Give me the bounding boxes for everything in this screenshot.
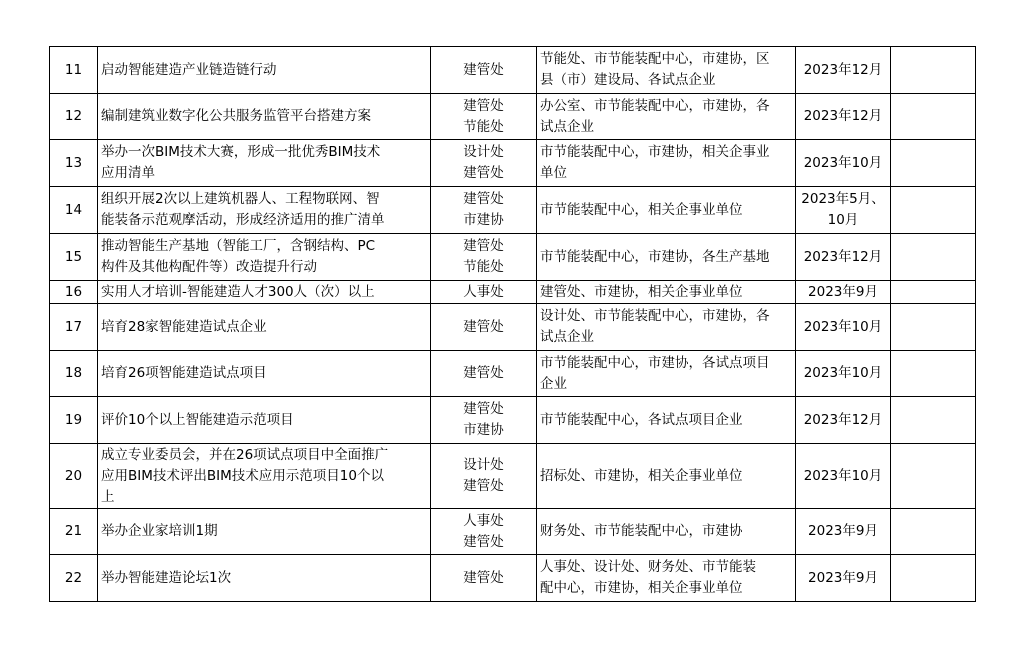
cooperating-units-cell bbox=[537, 94, 796, 140]
task-cell-line: 评价10个以上智能建造示范项目 bbox=[101, 411, 294, 428]
cooperating-units-cell bbox=[537, 140, 796, 187]
lead-dept-cell bbox=[431, 444, 537, 509]
lead-dept-cell bbox=[431, 351, 537, 397]
cooperating-units-cell bbox=[537, 234, 796, 281]
task-cell-line: 启动智能建造产业链造链行动 bbox=[101, 61, 277, 78]
cooperating-units-cell-line: 人事处、设计处、财务处、市节能装 bbox=[540, 559, 756, 575]
lead-dept-cell-line: 市建协 bbox=[463, 422, 504, 438]
table-row bbox=[50, 187, 976, 234]
cooperating-units-cell bbox=[537, 397, 796, 444]
table-row bbox=[50, 47, 976, 94]
remarks-cell bbox=[891, 304, 976, 351]
remarks-cell bbox=[891, 281, 976, 304]
task-cell-line: 成立专业委员会，并在26项试点项目中全面推广 bbox=[101, 446, 389, 463]
task-cell bbox=[98, 509, 431, 555]
lead-dept-cell bbox=[431, 397, 537, 444]
remarks-cell bbox=[891, 555, 976, 602]
deadline-cell-line: 2023年12月 bbox=[803, 61, 883, 78]
row-number: 19 bbox=[50, 397, 98, 444]
deadline-cell bbox=[796, 281, 891, 304]
remarks-cell bbox=[891, 94, 976, 140]
cooperating-units-cell-line: 招标处、市建协，相关企事业单位 bbox=[540, 467, 743, 484]
task-cell-line: 应用清单 bbox=[101, 165, 155, 181]
table-row bbox=[50, 94, 976, 140]
deadline-cell-line: 2023年10月 bbox=[803, 365, 883, 381]
table-row bbox=[50, 304, 976, 351]
table-row bbox=[50, 444, 976, 509]
deadline-cell-line: 2023年10月 bbox=[803, 467, 883, 484]
lead-dept-cell-line: 建管处 bbox=[463, 191, 504, 207]
task-cell bbox=[98, 94, 431, 140]
task-cell-line: 能装备示范观摩活动，形成经济适用的推广清单 bbox=[101, 212, 385, 228]
cooperating-units-cell-line: 节能处、市节能装配中心，市建协，区 bbox=[540, 51, 770, 67]
row-number: 20 bbox=[50, 444, 98, 509]
deadline-cell-line: 2023年9月 bbox=[808, 523, 878, 539]
task-cell-line: 应用BIM技术评出BIM技术应用示范项目10个以 bbox=[101, 467, 384, 484]
cooperating-units-cell bbox=[537, 187, 796, 234]
row-number: 14 bbox=[50, 187, 98, 234]
deadline-cell bbox=[796, 397, 891, 444]
table-row bbox=[50, 397, 976, 444]
task-cell-line: 培育28家智能建造试点企业 bbox=[101, 318, 267, 335]
cooperating-units-cell-line: 试点企业 bbox=[540, 329, 594, 345]
lead-dept-cell bbox=[431, 555, 537, 602]
task-cell-line: 构件及其他构配件等）改造提升行动 bbox=[101, 259, 317, 275]
task-table-body bbox=[50, 47, 976, 602]
cooperating-units-cell-line: 市节能装配中心，市建协，相关企事业 bbox=[540, 144, 770, 160]
cooperating-units-cell bbox=[537, 47, 796, 94]
cooperating-units-cell bbox=[537, 555, 796, 602]
remarks-cell bbox=[891, 47, 976, 94]
deadline-cell bbox=[796, 509, 891, 555]
task-cell-line: 编制建筑业数字化公共服务监管平台搭建方案 bbox=[101, 108, 371, 124]
cooperating-units-cell-line: 财务处、市节能装配中心，市建协 bbox=[540, 523, 743, 539]
task-cell-line: 组织开展2次以上建筑机器人、工程物联网、智 bbox=[101, 191, 380, 207]
task-cell-line: 培育26项智能建造试点项目 bbox=[101, 365, 267, 381]
cooperating-units-cell-line: 市节能装配中心，相关企事业单位 bbox=[540, 201, 743, 218]
cooperating-units-cell-line: 市节能装配中心，各试点项目企业 bbox=[540, 411, 743, 428]
task-cell-line: 举办智能建造论坛1次 bbox=[101, 569, 232, 586]
task-cell bbox=[98, 397, 431, 444]
table-row bbox=[50, 140, 976, 187]
deadline-cell-line: 2023年5月、 bbox=[801, 191, 885, 207]
deadline-cell bbox=[796, 187, 891, 234]
cooperating-units-cell-line: 配中心，市建协，相关企事业单位 bbox=[540, 580, 743, 596]
deadline-cell bbox=[796, 304, 891, 351]
lead-dept-cell-line: 建管处 bbox=[463, 478, 504, 494]
task-table bbox=[49, 46, 976, 602]
deadline-cell-line: 2023年9月 bbox=[808, 569, 878, 586]
task-cell bbox=[98, 187, 431, 234]
lead-dept-cell-line: 人事处 bbox=[463, 283, 504, 300]
lead-dept-cell bbox=[431, 47, 537, 94]
task-cell-line: 推动智能生产基地（智能工厂，含钢结构、PC bbox=[101, 238, 376, 254]
remarks-cell bbox=[891, 234, 976, 281]
cooperating-units-cell bbox=[537, 304, 796, 351]
lead-dept-cell bbox=[431, 187, 537, 234]
lead-dept-cell-line: 建管处 bbox=[463, 238, 504, 254]
task-cell bbox=[98, 140, 431, 187]
deadline-cell-line: 2023年9月 bbox=[808, 283, 878, 300]
task-cell-line: 举办企业家培训1期 bbox=[101, 523, 218, 539]
table-row bbox=[50, 234, 976, 281]
row-number: 17 bbox=[50, 304, 98, 351]
row-number: 11 bbox=[50, 47, 98, 94]
remarks-cell bbox=[891, 351, 976, 397]
lead-dept-cell bbox=[431, 94, 537, 140]
cooperating-units-cell-line: 县（市）建设局、各试点企业 bbox=[540, 72, 716, 88]
remarks-cell bbox=[891, 397, 976, 444]
deadline-cell-line: 2023年12月 bbox=[803, 248, 883, 265]
row-number: 21 bbox=[50, 509, 98, 555]
lead-dept-cell-line: 建管处 bbox=[463, 401, 504, 417]
table-row bbox=[50, 555, 976, 602]
task-cell bbox=[98, 47, 431, 94]
lead-dept-cell-line: 设计处 bbox=[463, 144, 504, 160]
cooperating-units-cell-line: 试点企业 bbox=[540, 118, 594, 135]
deadline-cell bbox=[796, 234, 891, 281]
deadline-cell-line: 2023年10月 bbox=[803, 318, 883, 335]
lead-dept-cell bbox=[431, 140, 537, 187]
lead-dept-cell-line: 建管处 bbox=[463, 569, 504, 586]
lead-dept-cell-line: 建管处 bbox=[463, 165, 504, 181]
task-cell bbox=[98, 304, 431, 351]
deadline-cell bbox=[796, 47, 891, 94]
deadline-cell-line: 2023年10月 bbox=[803, 154, 883, 171]
deadline-cell bbox=[796, 555, 891, 602]
cooperating-units-cell-line: 办公室、市节能装配中心，市建协，各 bbox=[540, 97, 770, 114]
task-cell bbox=[98, 234, 431, 281]
lead-dept-cell-line: 节能处 bbox=[463, 118, 504, 135]
lead-dept-cell-line: 建管处 bbox=[463, 318, 504, 335]
remarks-cell bbox=[891, 509, 976, 555]
row-number: 18 bbox=[50, 351, 98, 397]
cooperating-units-cell bbox=[537, 351, 796, 397]
cooperating-units-cell bbox=[537, 444, 796, 509]
deadline-cell bbox=[796, 444, 891, 509]
row-number: 16 bbox=[50, 281, 98, 304]
remarks-cell bbox=[891, 187, 976, 234]
cooperating-units-cell-line: 企业 bbox=[540, 375, 567, 392]
lead-dept-cell-line: 建管处 bbox=[463, 533, 504, 550]
cooperating-units-cell-line: 设计处、市节能装配中心，市建协，各 bbox=[540, 308, 770, 324]
cooperating-units-cell-line: 市节能装配中心，市建协，各生产基地 bbox=[540, 248, 770, 265]
table-row bbox=[50, 509, 976, 555]
remarks-cell bbox=[891, 444, 976, 509]
lead-dept-cell-line: 节能处 bbox=[463, 259, 504, 275]
task-cell-line: 举办一次BIM技术大赛，形成一批优秀BIM技术 bbox=[101, 144, 381, 160]
deadline-cell-line: 2023年12月 bbox=[803, 411, 883, 428]
cooperating-units-cell-line: 单位 bbox=[540, 165, 567, 181]
row-number: 13 bbox=[50, 140, 98, 187]
cooperating-units-cell bbox=[537, 509, 796, 555]
task-cell bbox=[98, 555, 431, 602]
lead-dept-cell-line: 设计处 bbox=[463, 457, 504, 473]
deadline-cell bbox=[796, 140, 891, 187]
lead-dept-cell-line: 建管处 bbox=[463, 97, 504, 114]
lead-dept-cell bbox=[431, 304, 537, 351]
row-number: 22 bbox=[50, 555, 98, 602]
lead-dept-cell bbox=[431, 281, 537, 304]
lead-dept-cell-line: 市建协 bbox=[463, 212, 504, 228]
table-row bbox=[50, 281, 976, 304]
remarks-cell bbox=[891, 140, 976, 187]
lead-dept-cell-line: 建管处 bbox=[463, 61, 504, 78]
cooperating-units-cell-line: 市节能装配中心，市建协，各试点项目 bbox=[540, 354, 770, 371]
deadline-cell-line: 10月 bbox=[827, 212, 859, 228]
lead-dept-cell-line: 建管处 bbox=[463, 365, 504, 381]
row-number: 12 bbox=[50, 94, 98, 140]
lead-dept-cell-line: 人事处 bbox=[463, 512, 504, 529]
table-row bbox=[50, 351, 976, 397]
deadline-cell bbox=[796, 351, 891, 397]
deadline-cell bbox=[796, 94, 891, 140]
deadline-cell-line: 2023年12月 bbox=[803, 108, 883, 124]
lead-dept-cell bbox=[431, 509, 537, 555]
row-number: 15 bbox=[50, 234, 98, 281]
task-cell bbox=[98, 351, 431, 397]
cooperating-units-cell-line: 建管处、市建协，相关企事业单位 bbox=[540, 283, 743, 300]
lead-dept-cell bbox=[431, 234, 537, 281]
task-cell bbox=[98, 281, 431, 304]
cooperating-units-cell bbox=[537, 281, 796, 304]
task-cell bbox=[98, 444, 431, 509]
task-cell-line: 上 bbox=[101, 488, 115, 505]
task-cell-line: 实用人才培训-智能建造人才300人（次）以上 bbox=[101, 283, 375, 300]
